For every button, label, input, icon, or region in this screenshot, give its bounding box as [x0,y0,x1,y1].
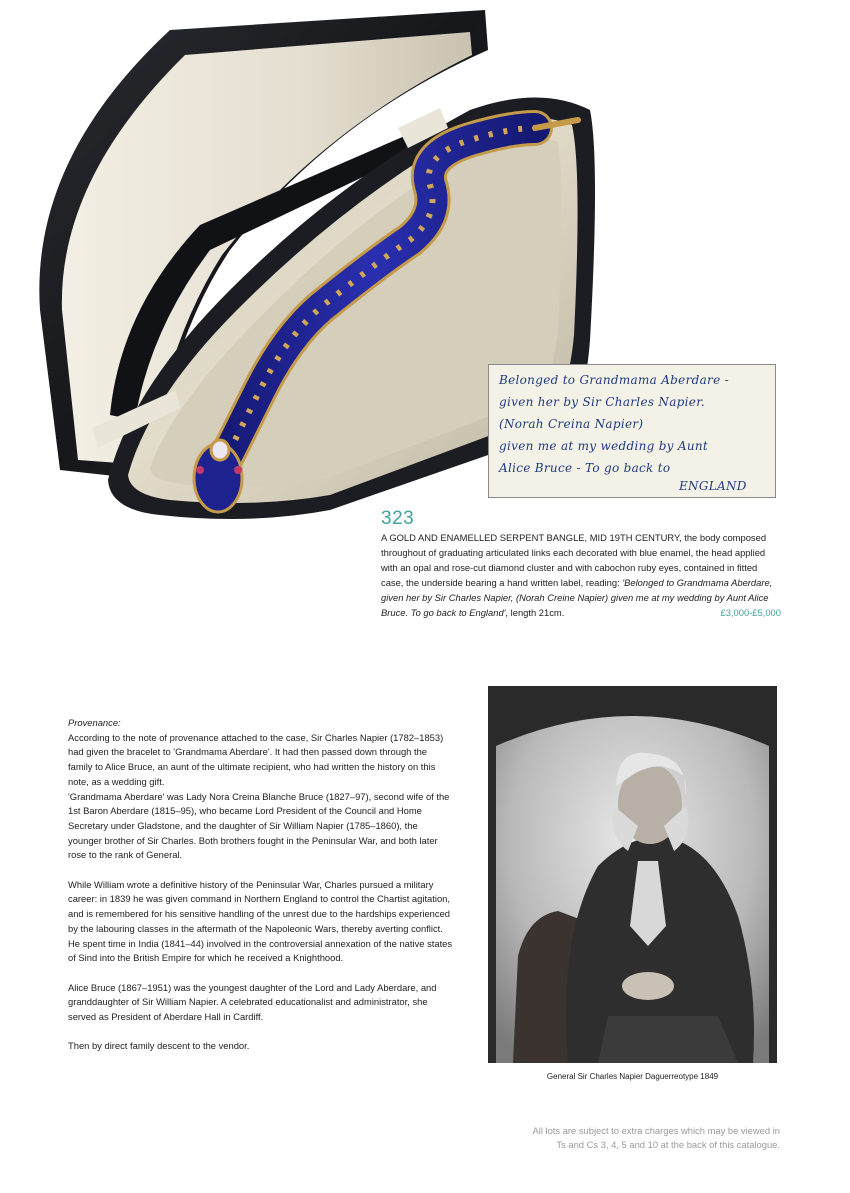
lot-estimate: £3,000-£5,000 [720,607,781,618]
provenance-paragraph: 'Grandmama Aberdare' was Lady Nora Creina Blanche Bruce (1827–97), second wife of the 1st Baron Aberdare (1815–95), who became Lord President of the Council and Home Secretary under Gladstone, and the daughter of Sir William Napier (1785–1860), the younger brother of Sir Charles. Both brothers fought in the Peninsular War, and both later rose to the rank of General. [68,790,450,861]
provenance-section [68,716,453,1069]
footer-note [470,1124,780,1152]
portrait-photo [488,686,777,1063]
lot-number: 323 [381,508,415,529]
handwritten-label-photo [488,364,776,498]
lot-title: A GOLD AND ENAMELLED SERPENT BANGLE, MID 19TH CENTURY, [381,532,682,543]
label-line: Belonged to Grandmama Aberdare - [499,373,729,387]
provenance-paragraph: Then by direct family descent to the vendor. [68,1040,250,1052]
label-line: ENGLAND [679,479,747,493]
label-line: (Norah Creina Napier) [499,417,644,431]
portrait-caption: General Sir Charles Napier Daguerreotype 1849 [546,1072,719,1081]
provenance-heading: Provenance: [68,717,121,728]
label-line: Alice Bruce - To go back to [499,461,671,475]
footer-line: Ts and Cs 3, 4, 5 and 10 at the back of this catalogue. [556,1139,780,1150]
provenance-paragraph: While William wrote a definitive history of the Peninsular War, Charles pursued a military career: in 1839 he was given command in Northern England to control the Chartist agitation, and is remembered for his sensitive handling of the unrest due to the hardships experienced by the labouring classes in the aftermath of the Napoleonic Wars, thereby averting conflict. He spent time in India (1841–44) involved in the controversial annexation of the native states of Sind into the British Empire for which he received a Knighthood. [68,878,453,964]
lot-description-text: the body composed throughout of graduating articulated links each decorated with blue enamel, the head applied with an opal and rose-cut diamond cluster and with cabochon ruby eyes, contained in fitted case, the underside bearing a hand written label, reading: [381,532,767,588]
lot-quote: 'Belonged to Grandmama Aberdare, given her by Sir Charles Napier, (Norah Creine Napier) given me at my wedding by Aunt Alice Bruce. To go back to England', [381,577,773,618]
provenance-paragraph: Alice Bruce (1867–1951) was the youngest daughter of the Lord and Lady Aberdare, and granddaughter of Sir William Napier. A celebrated educationalist and administrator, she served as President of Aberdare Hall in Cardiff. [68,981,437,1023]
footer-line: All lots are subject to extra charges which may be viewed in [532,1125,780,1136]
lot-description [381,530,781,620]
lot-length: length 21cm. [508,607,565,618]
label-line: given her by Sir Charles Napier. [499,395,706,409]
label-line: given me at my wedding by Aunt [499,439,709,453]
provenance-paragraph: According to the note of provenance attached to the case, Sir Charles Napier (1782–1853) had given the bracelet to 'Grandmama Aberdare'. It had then passed down through the family to Alice Bruce, an aunt of the ultimate recipient, who had written the history on this note, as a wedding gift. [68,731,444,787]
